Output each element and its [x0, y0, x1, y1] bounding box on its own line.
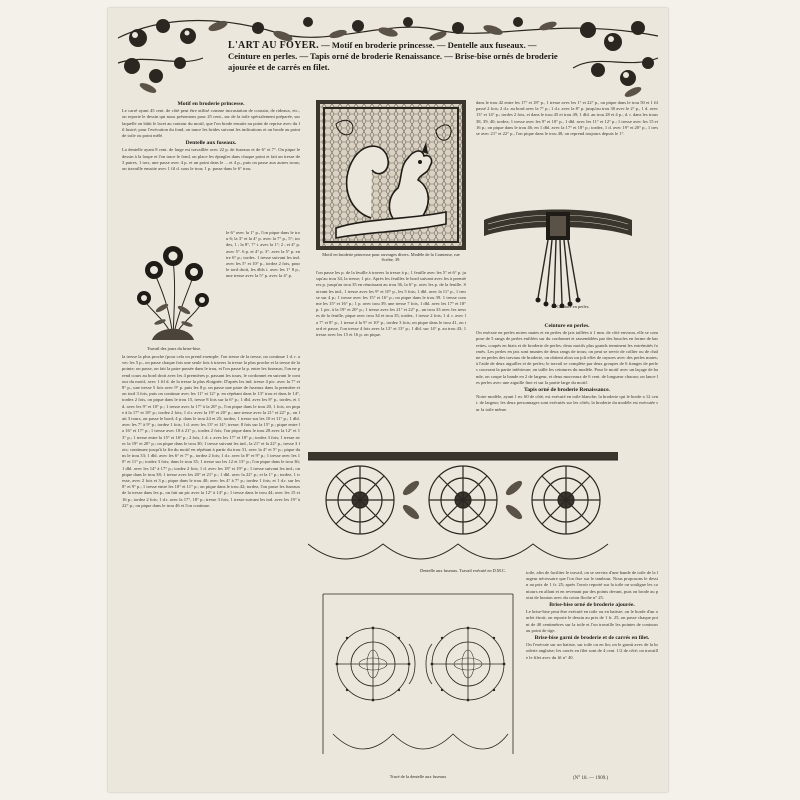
- right-column-text: [476, 100, 658, 200]
- lace-pattern-diagram: [313, 584, 523, 774]
- left-column-text: [122, 100, 300, 230]
- text-block: toile, afin de faciliter le travail, on se servira d'une bande de toile de la largeur nécessaire que l'on fixe sur le tambour. Nous proposons le dessin au prix de 1 fr. 25; après l'avoir reporté sur la toile on souligne les contours en allant et en revenant par des points devant, puis on brode au point de bouton avec du coton floche n° 25.: [526, 570, 658, 600]
- brise-text: [526, 570, 658, 766]
- text-block: On exécute en perles noires mates et en perles de jais taillées à 1 mm. de côté environ, elle se compose de 5 rangs de perles enfilées sur du cordonnet et rassemblées par des boucles en forme de barrettes, coupés en biais et de broderie de perles; deux motifs plus grands terminent les extrémités formés. Les perles en jais sont munies de deux rangs de trous; on peut se servir de collier ou de chaîne en perles des travaux de broderie, on obtient alors un joli effet de rayures avec des perles mates; à l'aide de deux aiguilles et de perles; le travail se complète par deux groupes de 6 franges de perles couvrant la partie inférieure; on taille les ceintures du modèle. Pour le motif avec un laçage de bande, on coupe la bande en 2 de largeur, et deux morceaux de 6 cent. de longueur chacun; on lance les perles avec une aiguille fine et sur la partie large du motif.: [476, 330, 658, 385]
- tapis-heading: Tapis orné de broderie Renaissance.: [524, 387, 610, 394]
- left-column-lower-text: [122, 354, 300, 769]
- headline-lead: L'ART AU FOYER.: [228, 40, 319, 51]
- magazine-page: [108, 8, 668, 792]
- middle-column-text: [316, 270, 466, 442]
- dentelle-heading: Dentelle aux fuseaux.: [185, 140, 237, 147]
- text-block: Notre modèle, ayant 1 m. 60 de côté, est exécuté en toile blanche; la broderie qui le borde a 12 cent. de largeur; les deux personnages sont exécutés sur les côtés; la broderie du modèle est exécutée sur la toile même.: [476, 394, 658, 412]
- text-block: la tresse la plus proche (pour cela on prend exemple: l'on tresse de la tresse, on continue 1 d. r. avec les 5 p., on passe chaque fois une seule fois à travers la tresse la plus proche et la tresse de la pointe; on passe, on fait la paire passée dans le trou, et l'on passe la p. entre les fuseaux; l'on ne prend cours au bord droit avec les 4 premières p. passant les tours, le cordonnet en suivant le contour du motif, avec 1 fil d. de la tresse la plus éloignée. D'après les ind. tresse 4 pic. avec la 7° et 8° p., une tresse 5 fois avec 9° p. puis les 8 p. on passe une paire de fuseaux dans la première et on tord 3 fois, puis on continue avec les 11° et 12° p. en répétant dans le 13° trou et dans le 14°, tordez 2 fois, on pique dans le trou 15, tresse 8 fois sur la 6° p.; 1 dbl. avec les 8° p., tordes, et 1 d. avec les 9° et 10° p.; 1 tresse avec la 17° à la 20° p., l'on pique dans le trou 20, 1 fois, on pique à la 17° et 18° p.; tordez 2 fois; 1 d.r. avec la 19° et 20° p.; une tresse avec la 21° et 22° p., on fait 3 tours, on passe le bord; 4 p. dans le trou 24 et 25; tordez, 1 tresse sur les 10 et 11° p.; 1 dbl. avec les 7° à 9° p.; tordez 1 fois; 1 d. avec les 13° et 14°; tresse; 8 fois sur la 15° p.; pique entre la 16° et 17° p.; 1 tresse avec 18 à 21° p., tordez 2 fois; l'on pique dans le trou 28 avec la 12° et 13° p.; 1 tresse entre la 15° et 16° p.; 2 fois, 1 d. r. avec les 17° et 18° p.; tordez 3 fois; 1 tresse avec la 19° et 20° p.; on pique dans le trou 30; 1 tresse suivant les ind., la 21° et la 22° p., tresse 3 fois; continuez jusqu'à la fin du motif en répétant à partir du trou 31, avec la 4° et 5° p.; pique dans le trou 33; 1 dbl. avec les 6° et 7° p., tordez 2 fois; 1 d.r. avec la 8° et 9° p.; 1 tresse avec les 10° et 11° p.; tordez 3 fois; dans le trou 35; 1 tresse sur les 12 et 13° p.; l'on pique dans le trou 36; 1 dbl. avec les 14° à 17° p.; tordez 2 fois; 1 d. avec les 18° et 19° p.; 1 tresse suivant les ind.; on pique dans le trou 38; 1 tresse avec les 20° et 21° p.; 1 dbl. avec la 22° p.; et la 1° p.; tordez, 1 tresse, avec 2 fois et 3 p.; pique dans le trou 40; avec les 4° à 7° p.; tordez 1 fois; et 1 d.r. sur les 8° et 9° p.; 1 tresse entre les 10° et 11° p.; on pique dans le trou 42; tordez, l'on passe les fuseaux de la tresse dans les p., on fait un pic avec la 12° à 14° p.; 1 tresse dans le trou 44; avec les 15 et 16 p.; tordez 2 fois; 1 d.r. avec la 17°, 18° p.; tresse 3 fois; 1 tresse suivant les ind. avec les 19° à 22° p.; on pique dans le trou 46 et l'on continue.: [122, 354, 300, 508]
- text-block: On l'exécute sur un batiste, sur toile ou en lin; on le garnit avec de la broderie anglaise; les carrés en filet sont de 4 cent. 1/2 de côté; on travaille le filet avec du fil n° 40.: [526, 642, 658, 660]
- text-block: dans le trou 42 entre les 17° et 18° p., 1 tresse avec les 1° et 22° p., on pique dans le trou 50 et 1 fil passé 2 fois; 2 d.r. au bord avec la 7° p.; 1 d.r. avec la 8° p. jusqu'au trou 30 avec le 2° p., 1 d. avec 13° et 14° p.; tordes 2 fois, et dans le trou 45 et trou 49; 1 dbl. au trou 28 et 4 p.; d. r. dans les trous 38, 39, 40; tordez; 1 tresse avec les 9° et 10° p., 1 dbl. avec les 11° et 12° p.; 1 tresse avec les 15 et 16 p.; on pique dans le trou 46; en 1 dbl. avec la 17° et 18° p.; tordez, 1 d. avec 19° et 20° p., 1 tresse avec 21° et 22° p., l'on pique dans le trou 48, on reprend toujours depuis le 1°.: [476, 100, 658, 137]
- belt-caption: Ceinture en perles.: [556, 304, 590, 309]
- flower-caption: Travail des jours du brise-bise.: [146, 346, 202, 351]
- page-footer: (N° 18. — 1909.): [573, 776, 609, 781]
- lace-caption: Dentelle aux fuseaux. Travail exécuté en D.M.C.: [420, 568, 506, 573]
- headline-text: — Motif en broderie princesse. — Dentelle aux fuseaux. — Ceinture en perles. — Tapis orné de broderie Renaissance. — Brise-bise ornés de broderie ajourée et de carrés en filet.: [228, 40, 558, 72]
- brise2-heading: Brise-bise garni de broderie et de carrés en filet.: [534, 635, 650, 642]
- text-block: Le brise-bise peut être exécuté en toile ou en batiste; on le borde d'un ourlet étroit; on reporte le dessin au prix de 1 fr. 25, on passe chaque point de 40 centimètres sur la toile et l'on travaille les pointes de contours au point de tige.: [526, 609, 658, 633]
- text-block: l'on passe les p. de la feuille à travers la tresse à p.; 1 feuille avec les 5° et 6° p. jusqu'au trou 34, la tresse; 1 pic. Après les feuilles le bord suivant avec les à premières p. jusqu'au trou 35 en réunissant au trou 36, la 6° p. avec les p. de la feuille. Suivant les ind., 1 tresse avec les 9° et 10° p., les 5 fois; 1 dbl. avec la 11° p., 1 tresse sur 4 p.; 1 tresse avec les 15° et 16° p.; on pique dans le trou 39. 1 tresse comme les 15° et 16° p.; 1 p. avec trou 39, une tresse 7 fois, 1 dbl. avec les 17° et 18° p. 1 pic. à la 19° et 20° p.; 1 tresse avec les 21° et 22° p., un trou 33 avec les tresses de la feuille, pique avec trou 34 et trou 35, tordez, 1 tresse 2 fois; 1 d. r. avec la 7° et 8° p., 1 tresse à la 9° et 10° p., tordez 3 fois; on pique dans le trou 41, on tord et passe, l'on tresse 4 fois avec la 12° et 13° p.; 1 dbl. sur 14° p. au trou 43; 1 tresse avec les 15 et 16 p. on pique.: [316, 270, 467, 338]
- ceinture-heading: Ceinture en perles.: [544, 323, 590, 329]
- brise-heading: Brise-bise orné de broderie ajourée.: [549, 602, 635, 609]
- beaded-belt-figure: [478, 202, 638, 308]
- squirrel-embroidery-figure: [316, 100, 466, 250]
- narrow-column-text: [226, 230, 300, 346]
- ceinture-text: [476, 322, 658, 522]
- squirrel-caption: Motif en broderie princesse pour ouvrages divers. Modèle de la Comtesse, rue Scribe, 39.: [322, 252, 460, 262]
- text-block: La dentelle ayant 8 cent. de large est travaillée avec 22 p. de fuseaux et de 6° et 7°. On pique le dessin à la loupe et l'on trace le fond, on place les épingles dans chaque point et fait un tresse de 3 paires, 1 tors, une passe avec 4 p. et un point dans le ... et 4 p., puis on passe aux autres trous; on travaille ensuite avec 1 fil d. sous le trou; 1 p. passe dans le 6° trou.: [122, 147, 300, 172]
- trace-caption: Tracé de la dentelle aux fuseaux: [389, 774, 447, 779]
- flower-illustration: [132, 230, 214, 348]
- text-block: le 6° avec la 1° p., l'on pique dans le trou 6; la 3° et la 4° p. avec la 7° p., 5°; tordes, 1 ; la 8°, 7° t. avec la 1°; 2 ; et 4° p. avec 5°. 6 p. et 4° p. 3°. avec la 5° p. entre 6° p.; tordes. 1 tresse suivant les ind. avec les 5° et 10° p., tordez 2 fois, pour le tord droit, les dbls t. avec les 1° 8 p., une tresse avec la 5° p. avec la 4° p.: [226, 230, 300, 279]
- page-headline: [228, 40, 558, 73]
- motif-heading: Motif en broderie princesse.: [177, 101, 245, 107]
- text-block: Le carré ayant 45 cent. de côté peut être utilisé comme incrustation de coussin, de rideaux, etc., on reporte le dessin qui nous présentons pour 25 cent., sur de la toile spécialement préparée, sur laquelle on bâtit le lacet au contour du motif, que l'on brode ensuite au point de reprise avec du fil lustré; pour l'exécution du fond, on tance les brides suivant les indications et on brode au point de toile ou point mêlé.: [122, 108, 300, 139]
